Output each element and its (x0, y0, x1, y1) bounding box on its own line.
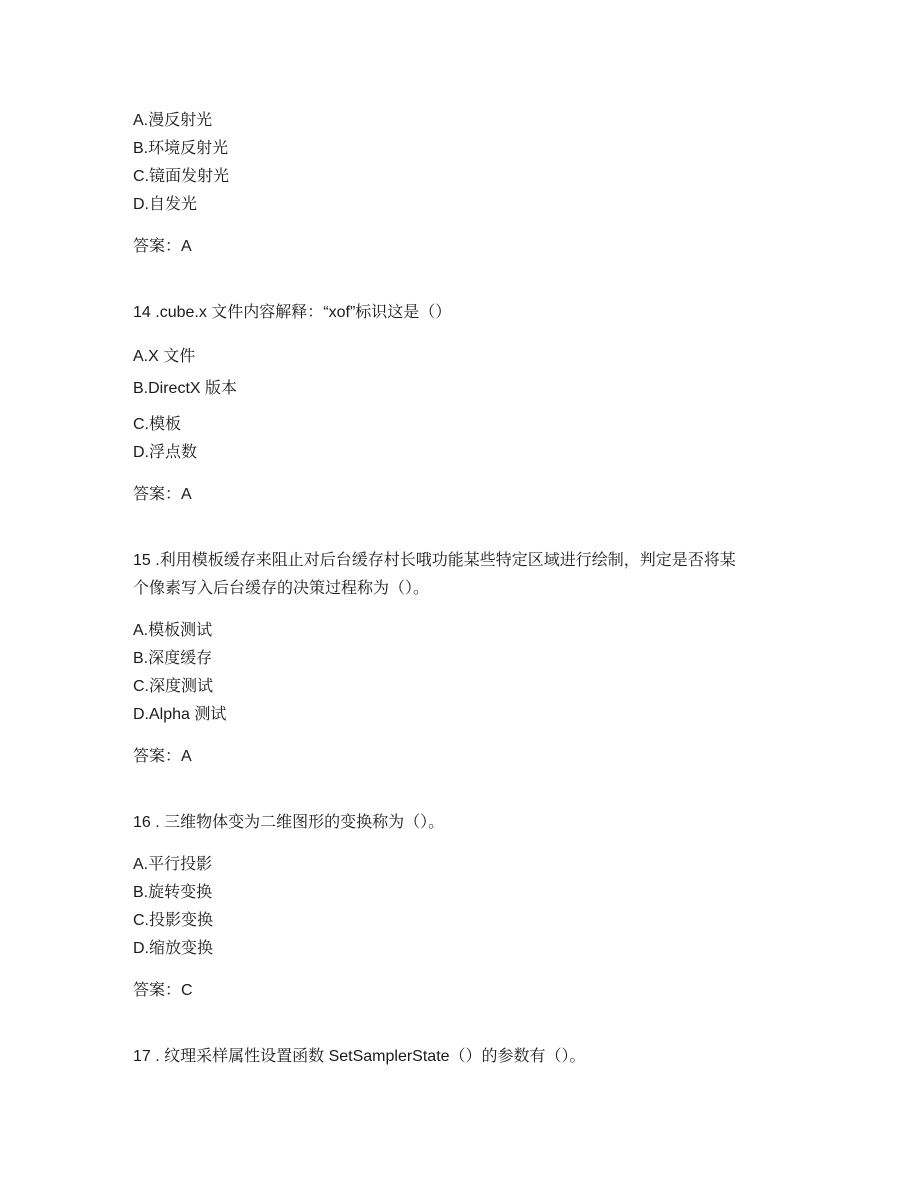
q16-option-c: C.投影变换 (133, 912, 214, 929)
q14-option-a: A.X 文件 (133, 348, 196, 365)
q16-question: 16 . 三维物体变为二维图形的变换称为（）。 (133, 814, 445, 831)
q16-answer: 答案：C (133, 982, 193, 999)
q14-option-d: D.浮点数 (133, 444, 198, 461)
q15-question-line1: 15 .利用模板缓存来阻止对后台缓存村长哦功能某些特定区域进行绘制，判定是否将某 (133, 552, 736, 569)
q16-option-a: A.平行投影 (133, 856, 213, 873)
q13-option-b: B.环境反射光 (133, 140, 229, 157)
q13-option-d: D.自发光 (133, 196, 198, 213)
q14-answer: 答案：A (133, 486, 192, 503)
q15-option-c: C.深度测试 (133, 678, 214, 695)
q15-answer: 答案：A (133, 748, 192, 765)
q13-answer: 答案：A (133, 238, 192, 255)
q15-option-b: B.深度缓存 (133, 650, 213, 667)
q13-option-c: C.镜面发射光 (133, 168, 230, 185)
q13-option-a: A.漫反射光 (133, 112, 213, 129)
q17-question: 17 . 纹理采样属性设置函数 SetSamplerState（）的参数有（）。 (133, 1048, 586, 1065)
q15-option-d: D.Alpha 测试 (133, 706, 227, 723)
q16-option-d: D.缩放变换 (133, 940, 214, 957)
q14-option-b: B.DirectX 版本 (133, 380, 238, 397)
q15-question-line2: 个像素写入后台缓存的决策过程称为（）。 (133, 580, 430, 597)
q15-option-a: A.模板测试 (133, 622, 213, 639)
q14-question: 14 .cube.x 文件内容解释：“xof”标识这是（） (133, 304, 452, 321)
q14-option-c: C.模板 (133, 416, 182, 433)
q16-option-b: B.旋转变换 (133, 884, 213, 901)
